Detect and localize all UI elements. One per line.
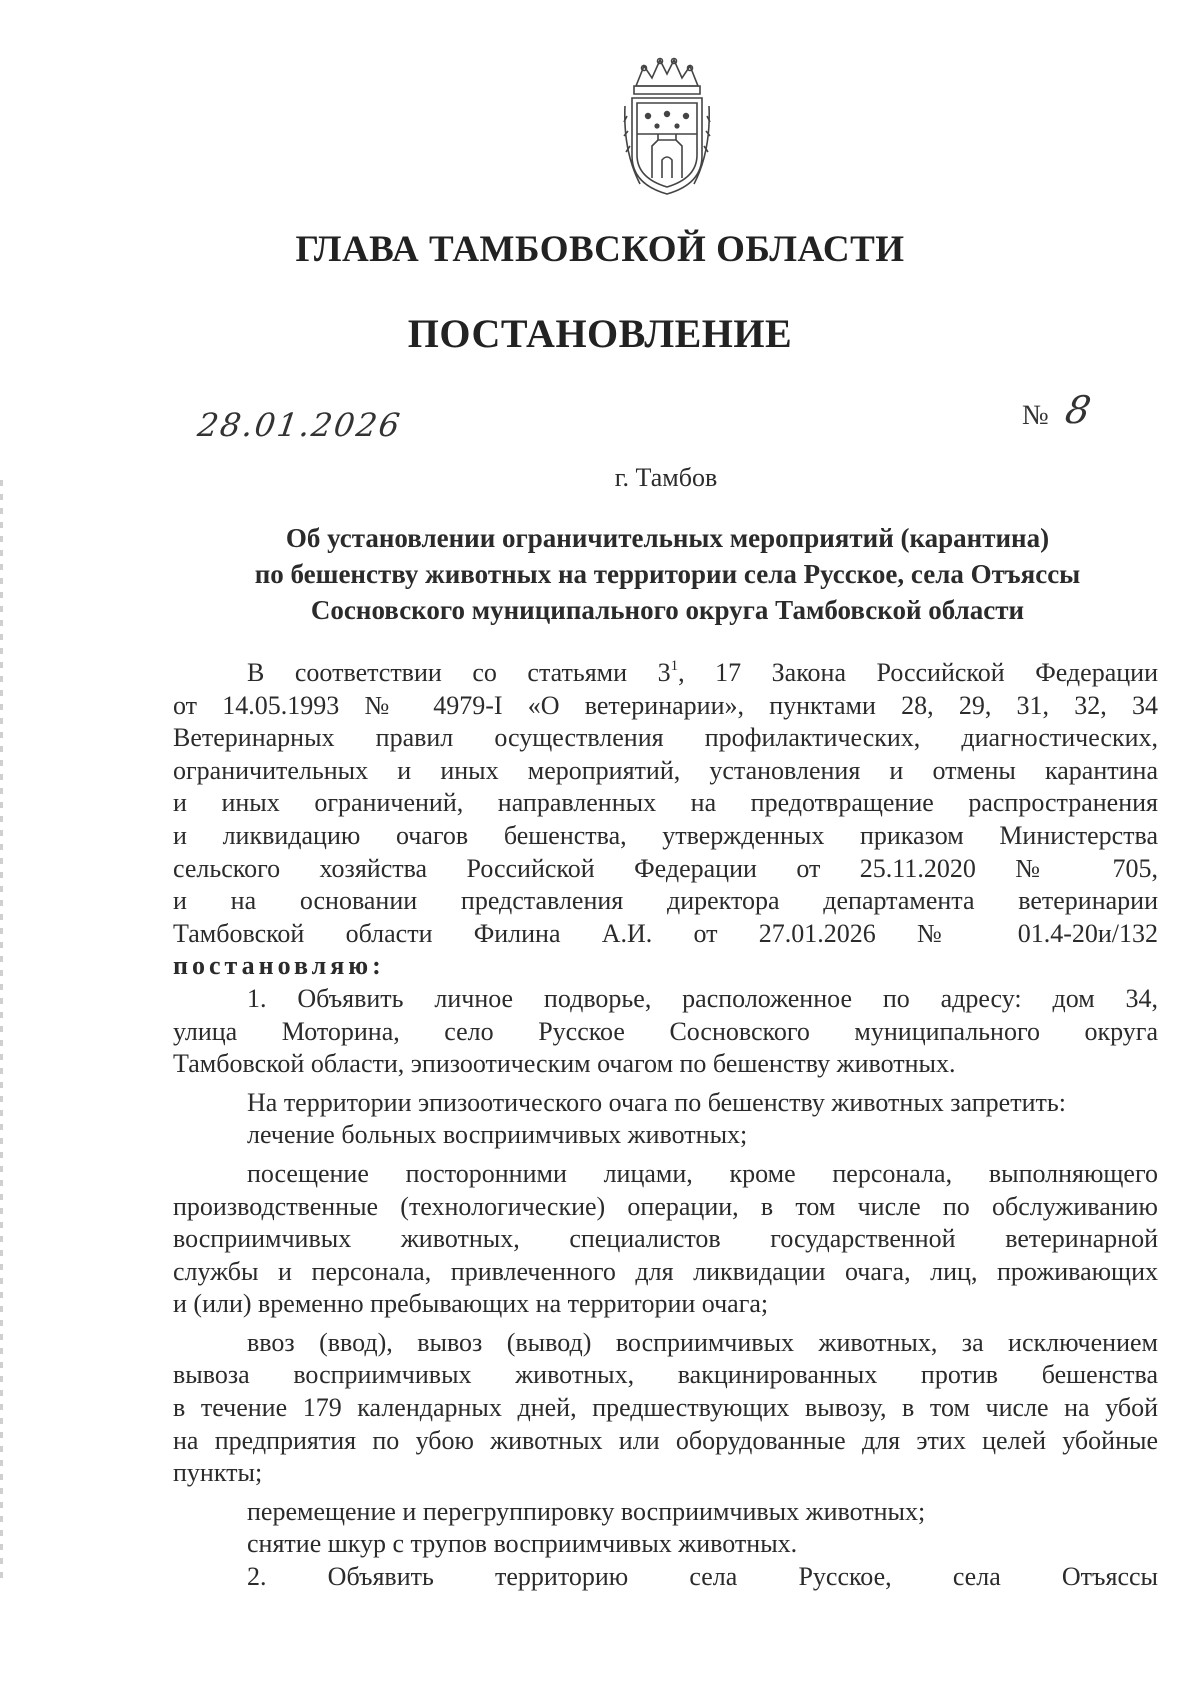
prohibition-item	[173, 1158, 1158, 1321]
text-line: и иных ограничений, направленных на предотвращение распространения	[173, 788, 1158, 818]
superscript: 1	[670, 658, 679, 674]
document-type-title: ПОСТАНОВЛЕНИЕ	[407, 311, 793, 356]
heading-line: Об установлении ограничительных мероприятий (карантина)	[285, 523, 1050, 553]
prohibitions-intro: На территории эпизоотического очага по бешенству животных запретить:	[247, 1087, 1066, 1117]
text-line: от 14.05.1993 № 4979-I «О ветеринарии», пунктами 28, 29, 31, 32, 34	[173, 690, 1158, 720]
heading-line: Сосновского муниципального округа Тамбовской области	[310, 595, 1025, 625]
text-line: производственные (технологические) операции, в том числе по обслуживанию	[173, 1191, 1158, 1221]
document-heading	[170, 520, 1165, 628]
handwritten-date: 28.01.2026	[195, 406, 404, 444]
text-line: В соответствии со статьями $3^1$, 17 Закона Российской Федерации	[247, 658, 1158, 687]
prohibition-item: перемещение и перегруппировку восприимчивых животных;	[247, 1496, 926, 1526]
text-line: службы и персонала, привлеченного для ликвидации очага, лиц, проживающих	[173, 1256, 1158, 1286]
text-line: Ветеринарных правил осуществления профилактических, диагностических,	[173, 723, 1158, 753]
text-line: и (или) временно пребывающих на территории очага;	[173, 1289, 769, 1319]
document-body	[173, 657, 1158, 1594]
tambov-coat-of-arms-icon	[622, 56, 712, 198]
text-line: Тамбовской области, эпизоотическим очагом по бешенству животных.	[173, 1049, 956, 1079]
text-line: на предприятия по убою животных или оборудованные для этих целей убойные	[173, 1425, 1158, 1455]
preamble-paragraph	[173, 657, 1158, 983]
text-line: 1. Объявить личное подворье, расположенное по адресу: дом 34,	[247, 983, 1158, 1013]
text-line: и на основании представления директора департамента ветеринарии	[173, 886, 1158, 916]
handwritten-document-number: 8	[1062, 388, 1095, 432]
clause-1	[173, 983, 1158, 1081]
text-line: в течение 179 календарных дней, предшествующих вывозу, в том числе на убой	[173, 1393, 1158, 1423]
text-line: улица Моторина, село Русское Сосновского муниципального округа	[173, 1016, 1158, 1046]
decree-line: постановляю:	[173, 951, 381, 981]
decree-word: постановляю	[173, 951, 373, 981]
scan-edge-artifact	[0, 480, 3, 1580]
text-line: и ликвидацию очагов бешенства, утвержденных приказом Министерства	[173, 820, 1158, 850]
issuing-authority: ГЛАВА ТАМБОВСКОЙ ОБЛАСТИ	[295, 229, 905, 270]
text-line: восприимчивых животных, специалистов государственной ветеринарной	[173, 1224, 1158, 1254]
text-line: ограничительных и иных мероприятий, установления и отмены карантина	[173, 755, 1158, 785]
prohibition-item: снятие шкур с трупов восприимчивых животных.	[247, 1529, 798, 1559]
text-line: сельского хозяйства Российской Федерации от 25.11.2020 № 705,	[173, 853, 1158, 883]
text-line: вывоза восприимчивых животных, вакцинированных против бешенства	[173, 1360, 1158, 1390]
text-line: пункты;	[173, 1458, 263, 1488]
number-label: №	[1022, 400, 1049, 431]
text-line: ввоз (ввод), вывоз (вывод) восприимчивых животных, за исключением	[247, 1327, 1158, 1357]
clause-2-start: 2. Объявить территорию села Русское, села Отъяссы	[247, 1562, 1158, 1592]
text-line: посещение посторонними лицами, кроме персонала, выполняющего	[247, 1158, 1158, 1188]
place-of-issue: г. Тамбов	[614, 463, 718, 492]
prohibition-item: лечение больных восприимчивых животных;	[247, 1120, 748, 1150]
prohibition-item	[173, 1327, 1158, 1490]
text-line: Тамбовской области Филина А.И. от 27.01.2026 № 01.4-20и/132	[173, 918, 1158, 948]
heading-line: по бешенству животных на территории села Русское, села Отъяссы	[254, 559, 1081, 589]
